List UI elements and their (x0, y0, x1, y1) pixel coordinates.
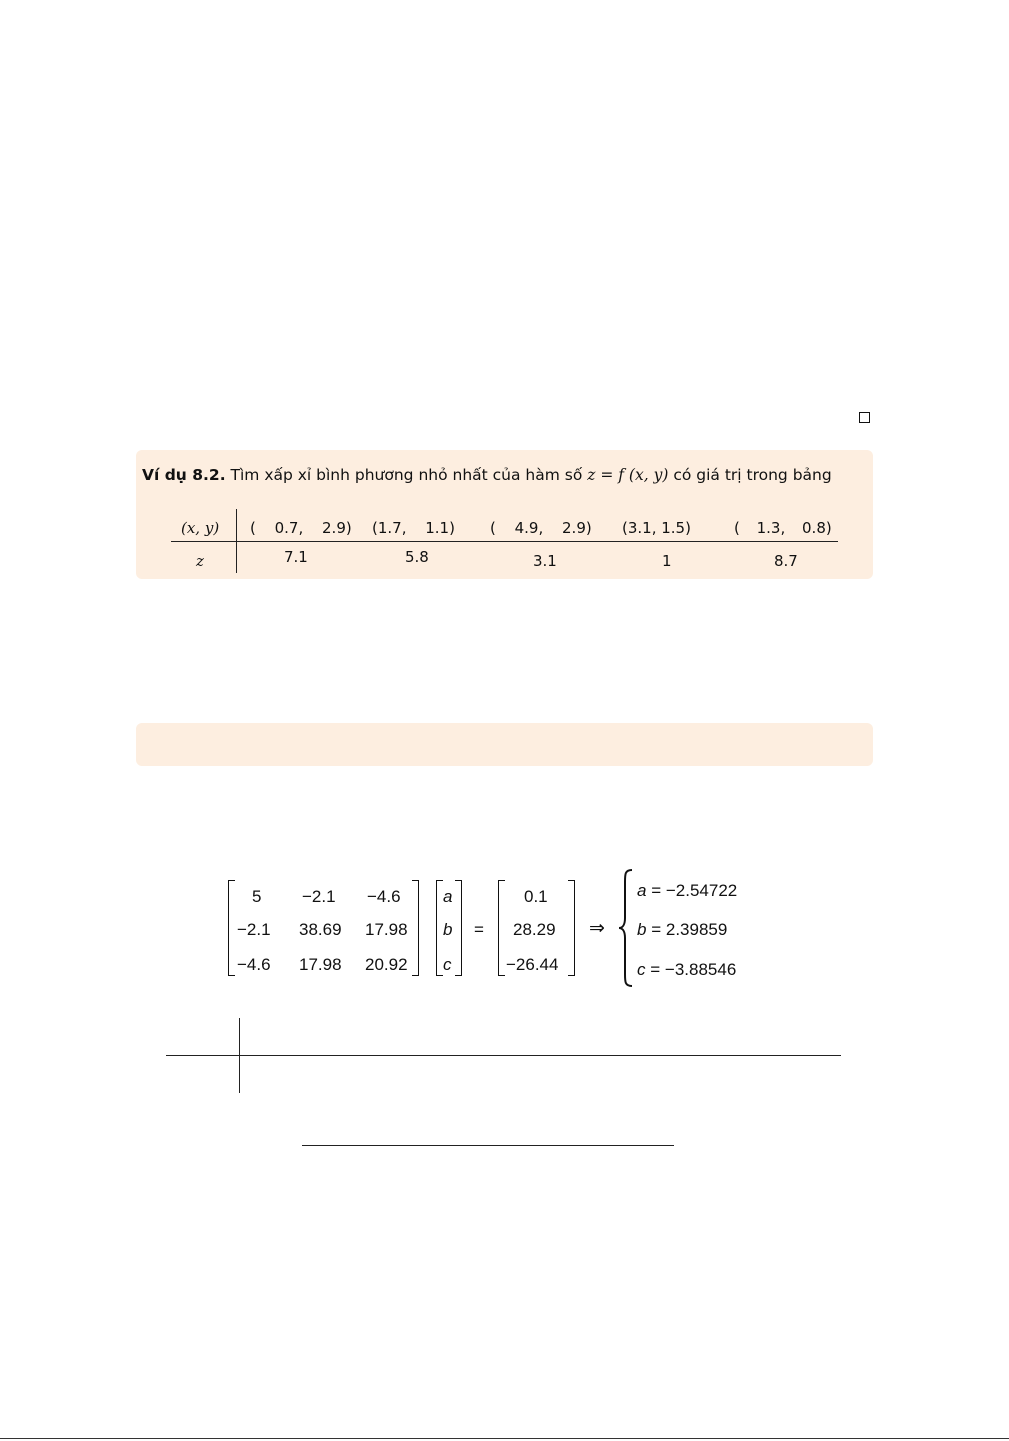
solution-box (136, 723, 873, 766)
unknown-a: a (443, 887, 453, 906)
example-formula: z = f (x, y) (587, 466, 669, 484)
page-bottom-edge (0, 1438, 1009, 1439)
vector-left-bracket (436, 880, 443, 976)
matrix-right-bracket (412, 880, 419, 976)
example-heading (142, 466, 832, 484)
table-point-2: (1.7, 1.1) (372, 519, 455, 537)
matrix-cell: −2.1 (302, 887, 336, 906)
rhs-cell: 0.1 (524, 887, 548, 906)
implies-arrow: ⇒ (589, 918, 605, 939)
matrix-left-bracket (228, 880, 235, 976)
example-text: Tìm xấp xỉ bình phương nhỏ nhất của hàm số (230, 466, 583, 484)
solution-a: a = −2.54722 (637, 881, 738, 900)
unknown-c: c (443, 955, 452, 974)
table-header-xy: (x, y) (181, 519, 220, 537)
example-text-after: có giá trị trong bảng (673, 466, 832, 484)
rhs-cell: −26.44 (506, 955, 559, 974)
table-z-1: 7.1 (284, 548, 308, 566)
table-header-z: z (196, 552, 204, 570)
table-point-3: ( 4.9, 2.9) (490, 519, 592, 537)
matrix-cell: −2.1 (237, 920, 271, 939)
table-z-5: 8.7 (774, 552, 798, 570)
qed-square (859, 412, 870, 423)
vector-right-bracket (455, 880, 462, 976)
matrix-cell: 20.92 (365, 955, 408, 974)
table-z-2: 5.8 (405, 548, 429, 566)
matrix-cell: −4.6 (237, 955, 271, 974)
table-z-4: 1 (662, 552, 672, 570)
table-point-5: ( 1.3, 0.8) (734, 519, 832, 537)
matrix-cell: 17.98 (299, 955, 342, 974)
matrix-cell: −4.6 (367, 887, 401, 906)
rhs-right-bracket (568, 880, 575, 976)
left-brace-icon (618, 868, 634, 988)
rhs-cell: 28.29 (513, 920, 556, 939)
matrix-cell: 38.69 (299, 920, 342, 939)
table-horizontal-rule (171, 541, 838, 542)
table-z-3: 3.1 (533, 552, 557, 570)
matrix-cell: 17.98 (365, 920, 408, 939)
table-point-1: ( 0.7, 2.9) (250, 519, 352, 537)
footnote-rule (302, 1145, 674, 1146)
example-label: Ví dụ 8.2. (142, 466, 226, 484)
results-table-horizontal-rule (166, 1055, 841, 1056)
matrix-cell: 5 (252, 887, 262, 906)
table-point-4: (3.1, 1.5) (622, 519, 691, 537)
solution-b: b = 2.39859 (637, 920, 728, 939)
rhs-left-bracket (498, 880, 505, 976)
equals-sign: = (474, 920, 484, 939)
unknown-b: b (443, 920, 453, 939)
solution-c: c = −3.88546 (637, 960, 737, 979)
